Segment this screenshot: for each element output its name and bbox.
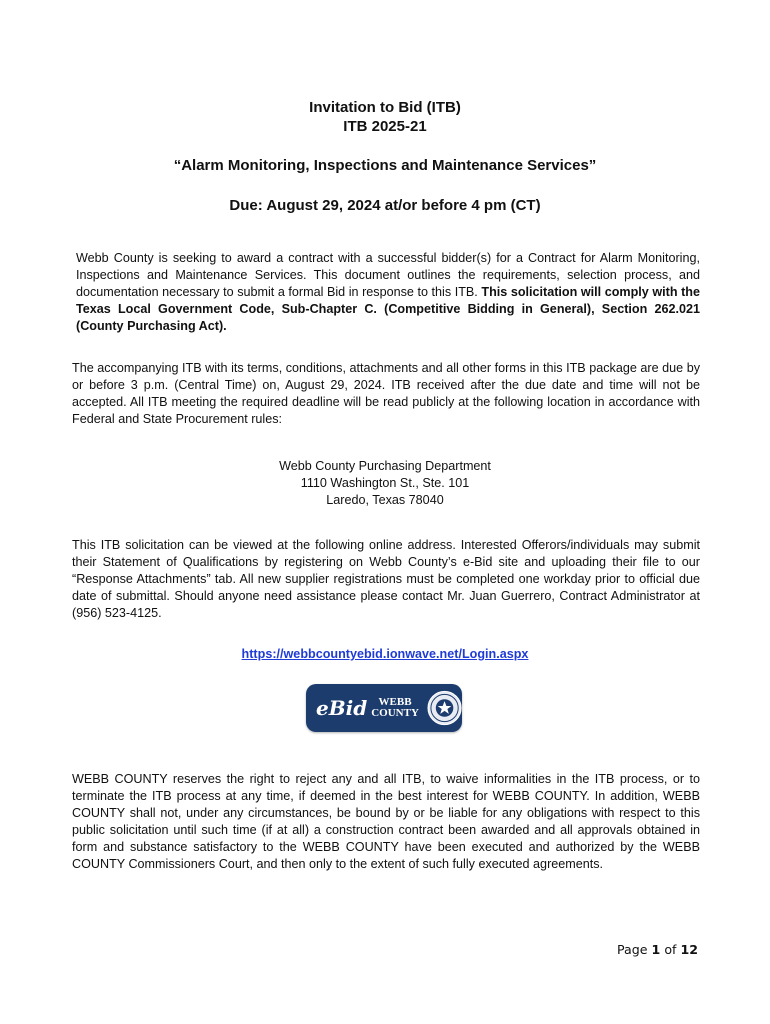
logo-county-text: [371, 697, 419, 719]
address-block: [0, 458, 770, 509]
footer-page-word: Page: [617, 942, 648, 957]
logo-county-line-2: COUNTY: [371, 707, 419, 719]
address-line-3: Laredo, Texas 78040: [326, 493, 444, 507]
ebid-link[interactable]: https://webbcountyebid.ionwave.net/Login.aspx: [241, 647, 529, 661]
ebid-webb-county-logo: [306, 684, 462, 732]
document-title: [0, 98, 770, 136]
intro-text: Webb County is seeking to award a contract with a successful bidder(s) for a Contract for Alarm Monitoring, Inspections and Maintenance Services. This document outlines the requirements, selection process, and documentation necessary to submit a formal Bid in response to this ITB.: [76, 251, 700, 299]
intro-paragraph: [76, 250, 700, 335]
online-paragraph: This ITB solicitation can be viewed at the following online address. Interested Offerors/individuals may submit their Statement of Qualifications by registering on Webb County’s e-Bid site and uploading their file to our “Response Attachments” tab. All new supplier registrations must be completed one workday prior to official due date of submittal. Should anyone need assistance please contact Mr. Juan Guerrero, Contract Administrator at (956) 523-4125.: [72, 538, 700, 620]
footer-page-number: 1: [651, 942, 661, 957]
reservation-paragraph: WEBB COUNTY reserves the right to reject any and all ITB, to waive informalities in the ITB process, or to terminate the ITB process at any time, if deemed in the best interest for WEBB COUNTY. In addition, WEBB COUNTY shall not, under any circumstances, be bound by or be liable for any obligations with respect to this public solicitation until such time (if at all) a construction contract been awarded and all approvals obtained in form and substance satisfactory to the WEBB COUNTY have been executed and authorized by the WEBB COUNTY Commissioners Court, and then only to the extent of such fully executed agreements.: [72, 772, 700, 871]
page-footer: [617, 942, 698, 957]
submission-paragraph: The accompanying ITB with its terms, conditions, attachments and all other forms in this ITB package are due by or before 3 p.m. (Central Time) on, August 29, 2024. ITB received after the due date and time will not be accepted. All ITB meeting the required deadline will be read publicly at the following location in accordance with Federal and State Procurement rules:: [72, 361, 700, 426]
title-line-1: Invitation to Bid (ITB): [309, 99, 461, 116]
logo-ebid-text: eBid: [316, 696, 368, 720]
footer-of-word: of: [664, 942, 677, 957]
footer-page-total: 12: [680, 942, 698, 957]
intro-bold-text: This solicitation will comply with the Texas Local Government Code, Sub-Chapter C. (Competitive Bidding in General), Section 262.021 (County Purchasing Act).: [76, 285, 701, 333]
ebid-link-container: [0, 646, 770, 663]
due-date-line: Due: August 29, 2024 at/or before 4 pm (CT): [229, 197, 541, 214]
county-seal-icon: [427, 690, 462, 726]
logo-county-line-1: WEBB: [378, 696, 412, 708]
title-line-2: ITB 2025-21: [343, 118, 427, 135]
address-line-2: 1110 Washington St., Ste. 101: [300, 476, 470, 490]
address-line-1: Webb County Purchasing Department: [279, 459, 491, 473]
project-title: “Alarm Monitoring, Inspections and Maintenance Services”: [173, 157, 597, 174]
